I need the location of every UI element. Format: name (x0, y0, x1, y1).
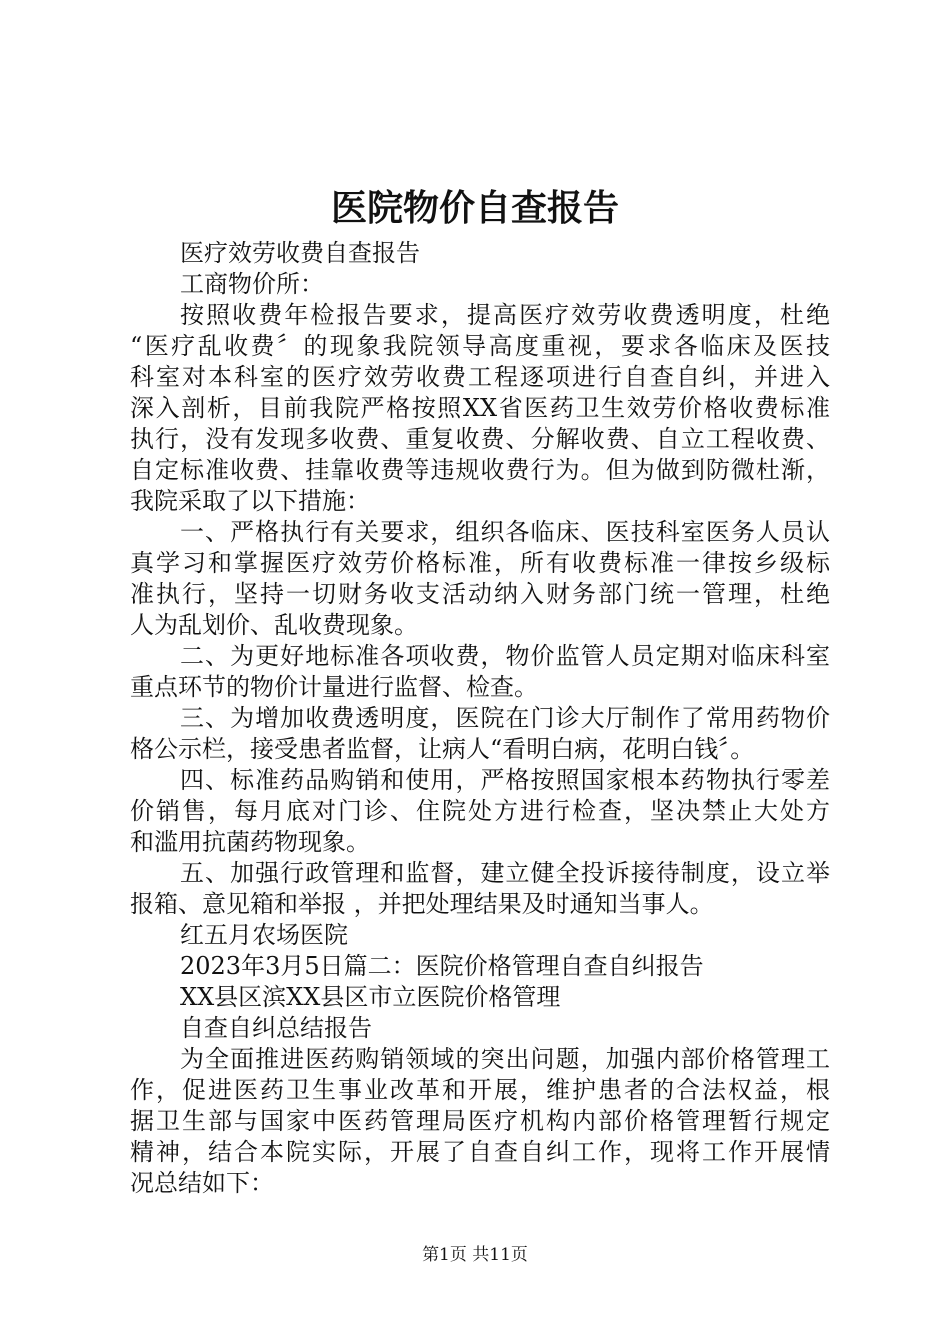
body-line: 一、严格执行有关要求，组织各临床、医技科室医务人员认 (180, 518, 830, 546)
body-line: 和滥用抗菌药物现象。 (130, 828, 370, 856)
body-line: 红五月农场医院 (180, 921, 348, 949)
body-line: 科室对本科室的医疗效劳收费工程逐项进行自查自纠，并进入 (130, 363, 830, 391)
body-line: 四、标准药品购销和使用，严格按照国家根本药物执行零差 (180, 766, 830, 794)
page-number-footer: 第1页 共11页 (422, 1245, 528, 1265)
body-line: 自查自纠总结报告 (180, 1014, 372, 1042)
body-line: 况总结如下： (130, 1169, 274, 1197)
body-line: 2023年3月5日篇二：医院价格管理自查自纠报告 (180, 952, 704, 980)
body-line: 人为乱划价、乱收费现象。 (130, 611, 418, 639)
body-line: 三、为增加收费透明度，医院在门诊大厅制作了常用药物价 (180, 704, 830, 732)
body-line: 报箱、意见箱和举报 ，并把处理结果及时通知当事人。 (130, 890, 714, 918)
body-line: 重点环节的物价计量进行监督、检查。 (130, 673, 538, 701)
body-line: XX县区滨XX县区市立医院价格管理 (180, 983, 561, 1011)
body-line: 医疗效劳收费自查报告 (180, 239, 420, 267)
body-line: “医疗乱收费〞的现象我院领导高度重视，要求各临床及医技 (130, 332, 830, 360)
body-line: 自定标准收费、挂靠收费等违规收费行为。但为做到防微杜渐， (130, 456, 830, 484)
body-line: 据卫生部与国家中医药管理局医疗机构内部价格管理暂行规定 (130, 1107, 830, 1135)
body-line: 深入剖析，目前我院严格按照XX省医药卫生效劳价格收费标准 (130, 394, 830, 422)
body-line: 工商物价所： (180, 270, 324, 298)
body-line: 执行，没有发现多收费、重复收费、分解收费、自立工程收费、 (130, 425, 830, 453)
document-body (130, 238, 830, 1199)
body-line: 精神，结合本院实际，开展了自查自纠工作，现将工作开展情 (130, 1138, 830, 1166)
body-line: 二、为更好地标准各项收费，物价监管人员定期对临床科室 (180, 642, 830, 670)
body-line: 我院采取了以下措施： (130, 487, 370, 515)
body-line: 五、加强行政管理和监督，建立健全投诉接待制度，设立举 (180, 859, 830, 887)
body-line: 格公示栏，接受患者监督，让病人“看明白病，花明白钱〞。 (130, 735, 755, 763)
body-line: 按照收费年检报告要求，提高医疗效劳收费透明度，杜绝 (180, 301, 830, 329)
body-line: 价销售，每月底对门诊、住院处方进行检查，坚决禁止大处方 (130, 797, 830, 825)
body-line: 为全面推进医药购销领域的突出问题，加强内部价格管理工 (180, 1045, 830, 1073)
body-line: 作，促进医药卫生事业改革和开展，维护患者的合法权益，根 (130, 1076, 830, 1104)
body-line: 真学习和掌握医疗效劳价格标准，所有收费标准一律按乡级标 (130, 549, 830, 577)
document-title: 医院物价自查报告 (330, 187, 619, 229)
body-line: 准执行，坚持一切财务收支活动纳入财务部门统一管理，杜绝 (130, 580, 830, 608)
